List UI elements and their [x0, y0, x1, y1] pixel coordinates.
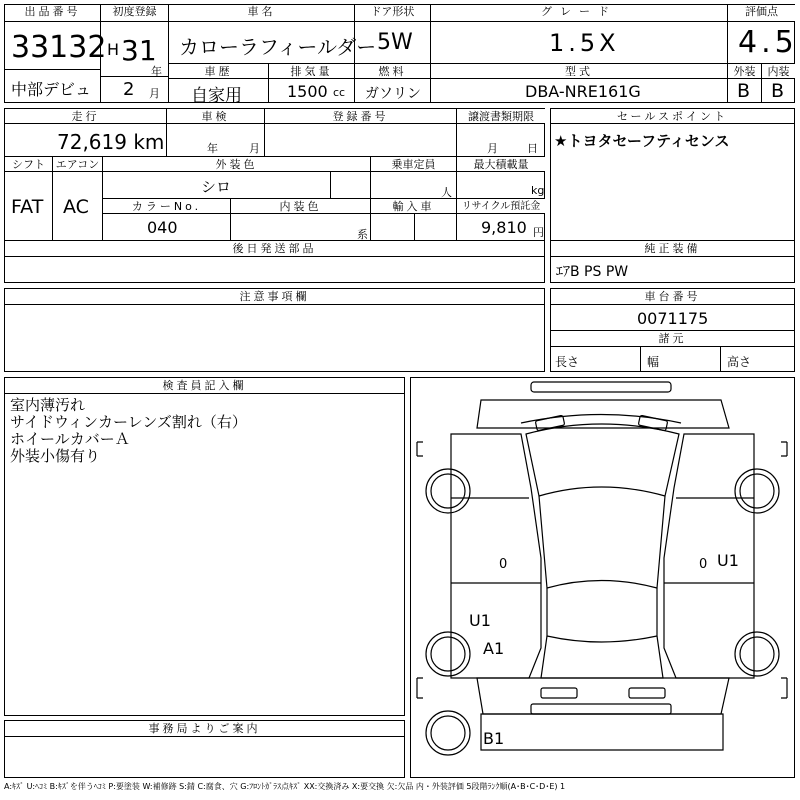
- recycle-value: 9,810: [481, 218, 527, 237]
- exterior-grade-cell: [728, 79, 762, 103]
- notes-header: 注意事項欄: [5, 289, 544, 305]
- fuel-value: ガソリン: [365, 86, 421, 102]
- capacity-cell: [371, 172, 457, 199]
- lot-no-cell: [5, 22, 107, 70]
- import-cell-b: [415, 214, 457, 241]
- inspector-note: 室内薄汚れ: [10, 396, 86, 414]
- width-cell: [641, 347, 721, 371]
- inspector-note: 外装小傷有り: [10, 447, 101, 465]
- vehicle-info-table: [4, 108, 545, 241]
- recycle-unit: 円: [533, 226, 544, 239]
- mark-a1: A1: [483, 639, 505, 658]
- vehicle-diagram: [410, 377, 795, 778]
- aircon-header: エアコン: [53, 157, 103, 172]
- grade-header: グレード: [431, 5, 728, 22]
- history-header: 車歴: [169, 64, 269, 79]
- oem-equipment-value: ｴｱB PS PW: [556, 264, 629, 280]
- shift-cell: [5, 172, 53, 241]
- interior-grade-value: B: [771, 80, 785, 102]
- lot-no-value: 33132: [11, 30, 107, 65]
- oem-equipment-header: 純正装備: [551, 241, 794, 257]
- year-value: 31: [121, 34, 157, 67]
- inspector-notes-header: 検査員記入欄: [5, 378, 404, 394]
- capacity-unit: 人: [441, 186, 452, 199]
- height-label: 高さ: [727, 355, 752, 369]
- width-label: 幅: [647, 355, 660, 369]
- color-no-value: 040: [147, 218, 178, 237]
- month-value: 2: [123, 79, 135, 100]
- mark-u1-right: U1: [717, 551, 739, 570]
- mileage-cell: [5, 124, 167, 157]
- history-cell: [169, 79, 269, 106]
- oem-equipment-box: [550, 240, 795, 283]
- notes-box: [4, 288, 545, 372]
- specs-header: 諸元: [551, 331, 794, 347]
- ext-color-cell: [103, 172, 331, 199]
- int-color-header: 内装色: [231, 199, 371, 214]
- load-unit: kg: [531, 184, 545, 197]
- ext-color-extra-cell: [331, 172, 371, 199]
- month-unit: 月: [149, 87, 160, 100]
- sales-point-box: [550, 108, 795, 241]
- int-color-cell: [231, 214, 371, 241]
- max-load-cell: [457, 172, 545, 199]
- displacement-value: 1500: [287, 82, 328, 101]
- first-reg-year-cell: [101, 22, 169, 77]
- grade-value: 1.5X: [549, 29, 620, 57]
- door-type-value: 5W: [377, 30, 413, 55]
- model-cell: [431, 79, 728, 103]
- capacity-header: 乗車定員: [371, 157, 457, 172]
- grade-cell: [431, 22, 728, 64]
- score-value: 4.5: [738, 25, 798, 60]
- aircon-cell: [53, 172, 103, 241]
- later-parts-header: 後日発送部品: [5, 241, 544, 257]
- chassis-no-cell: [551, 305, 794, 331]
- shift-header: シフト: [5, 157, 53, 172]
- fuel-header: 燃料: [355, 64, 431, 79]
- reg-no-header: 登録番号: [265, 109, 457, 124]
- reg-no-cell: [265, 124, 457, 157]
- import-header: 輸入車: [371, 199, 457, 214]
- length-cell: [551, 347, 641, 371]
- model-value: DBA-NRE161G: [525, 82, 641, 101]
- chassis-no-value: 0071175: [637, 309, 709, 328]
- length-label: 長さ: [555, 355, 580, 369]
- car-name-cell: [169, 22, 377, 64]
- car-outline-svg: [411, 378, 794, 777]
- mark-zero-left: 0: [499, 557, 508, 572]
- sales-point-value: ★トヨタセーフティセンス: [554, 132, 730, 150]
- chassis-no-header: 車台番号: [551, 289, 794, 305]
- door-type-cell: [355, 22, 431, 64]
- transfer-deadline-header: 譲渡書類期限: [457, 109, 545, 124]
- history-value: 自家用: [191, 86, 242, 106]
- lot-no-header: 出品番号: [5, 5, 101, 22]
- top-table: [4, 4, 798, 106]
- inspection-cell: [167, 124, 265, 157]
- color-no-header: カラーNo.: [103, 199, 231, 214]
- aircon-value: AC: [63, 196, 89, 218]
- era-value: H: [107, 40, 120, 59]
- mileage-value: 72,619 km: [57, 130, 165, 154]
- ext-color-header: 外装色: [103, 157, 371, 172]
- fuel-cell: [355, 79, 431, 103]
- door-type-header: ドア形状: [355, 5, 431, 22]
- exterior-grade-header: 外装: [728, 64, 762, 79]
- insp-month-unit: 月: [249, 142, 260, 155]
- inspector-notes-box: [4, 377, 405, 716]
- recycle-cell: [457, 214, 545, 241]
- debut-label: 中部デビュ: [11, 80, 92, 99]
- import-cell-a: [371, 214, 415, 241]
- mileage-header: 走行: [5, 109, 167, 124]
- displacement-cell: [269, 79, 355, 103]
- inspector-note: サイドウィンカーレンズ割れ（右）: [10, 413, 247, 431]
- transfer-day-unit: 日: [527, 142, 538, 155]
- later-parts-box: [4, 240, 545, 283]
- year-unit: 年: [151, 65, 162, 78]
- exterior-grade-value: B: [737, 80, 751, 102]
- interior-grade-cell: [762, 79, 795, 103]
- mark-b1: B1: [483, 729, 505, 748]
- sales-point-header: セールスポイント: [551, 109, 794, 124]
- chassis-specs-box: [550, 288, 795, 372]
- office-notice-box: [4, 720, 405, 778]
- displacement-unit: cc: [333, 86, 346, 99]
- shift-value: FAT: [11, 196, 44, 218]
- mark-u1-left: U1: [469, 611, 491, 630]
- car-name-value: カローラフィールダー: [179, 35, 377, 59]
- transfer-deadline-cell: [457, 124, 545, 157]
- recycle-header: リサイクル預託金: [457, 199, 545, 214]
- inspection-header: 車検: [167, 109, 265, 124]
- transfer-month-unit: 月: [487, 142, 498, 155]
- office-notice-header: 事務局よりご案内: [5, 721, 404, 737]
- car-name-header: 車名: [169, 5, 355, 22]
- first-reg-header: 初度登録: [101, 5, 169, 22]
- score-cell: [728, 22, 798, 64]
- insp-year-unit: 年: [207, 142, 218, 155]
- debut-cell: [5, 70, 101, 103]
- inspector-notes-list: [10, 397, 247, 465]
- ext-color-value: シロ: [201, 178, 232, 196]
- score-header: 評価点: [728, 5, 795, 22]
- interior-grade-header: 内装: [762, 64, 795, 79]
- model-header: 型式: [431, 64, 728, 79]
- max-load-header: 最大積載量: [457, 157, 545, 172]
- legend-footer: A:ｷｽﾞ U:ﾍｺﾐ B:ｷｽﾞを伴うﾍｺﾐ P:要塗装 W:補修跡 S:錆 C:腐食、穴 G:ﾌﾛﾝﾄｶﾞﾗｽ点ｷｽﾞ XX:交換済み X:要交換 欠:欠品 内・外装評価 5段階ﾗﾝｸ順(A･B･C･D･E) 1: [4, 782, 566, 791]
- color-no-cell: [103, 214, 231, 241]
- inspector-note: ホイールカバーＡ: [10, 430, 130, 448]
- height-cell: [721, 347, 794, 371]
- mark-zero-right: 0: [699, 557, 708, 572]
- first-reg-month-cell: [101, 77, 169, 103]
- displacement-header: 排気量: [269, 64, 355, 79]
- int-color-unit: 系: [357, 228, 368, 241]
